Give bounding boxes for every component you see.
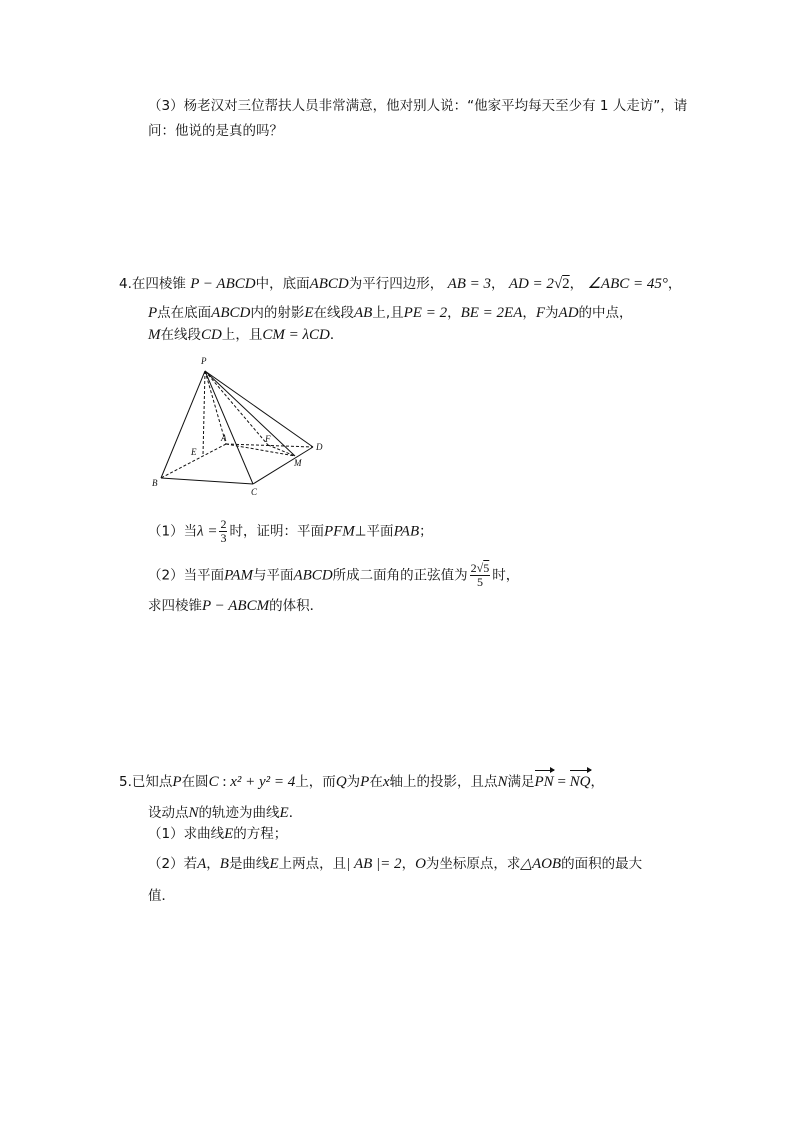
fraction-2sqrt5-5: $\frac{2√5}{5}$ <box>470 561 490 589</box>
q3-line-2: 问：他说的是真的吗？ <box>148 123 283 139</box>
p5-line-1: 5.已知点P在圆C : x² + y² = 4上，而Q为P在x轴上的投影，且点N满足PN = NQ， <box>119 774 604 790</box>
label-E: E <box>191 447 197 457</box>
edge-PE <box>203 371 205 455</box>
vector-NQ: NQ <box>569 774 591 790</box>
p5-line-2: 设动点N的轨迹为曲线E． <box>148 805 303 821</box>
edge-CD <box>253 447 313 484</box>
edge-BC <box>161 478 253 484</box>
label-D: D <box>316 442 323 452</box>
edge-PM <box>205 371 295 456</box>
p4-line-1: 4.在四棱锥 P − ABCD中，底面ABCD为平行四边形， AB = 3， AD = 2√2， ∠ABC = 45°， <box>119 276 682 292</box>
p4-sub-1: （1）当λ = $\frac{2}{3}$ 时，证明：平面PFM⊥平面PAB； <box>148 517 433 545</box>
p5-sub-2: （2）若A，B是曲线E上两点，且| AB |= 2，O为坐标原点，求△AOB的面积的最大 <box>148 856 643 872</box>
label-C: C <box>251 487 258 497</box>
p4-line-2: P点在底面ABCD内的射影E在线段AB上,且PE = 2，BE = 2EA，F为AD的中点， <box>148 305 633 321</box>
p4-line-3: M在线段CD上，且CM = λCD． <box>148 327 344 343</box>
pyramid-figure <box>148 352 333 497</box>
p5-sub-1: （1）求曲线E的方程； <box>148 826 288 842</box>
p4-sub-2: （2）当平面PAM与平面ABCD所成二面角的正弦值为 $\frac{2√5}{5}$ 时， <box>148 561 520 589</box>
edge-PF <box>205 371 268 445</box>
vector-PN: PN <box>534 774 554 790</box>
label-P: P <box>201 356 207 366</box>
q3-line-1: （3）杨老汉对三位帮扶人员非常满意，他对别人说：“他家平均每天至少有 1 人走访”，请 <box>148 98 688 114</box>
fraction-2-3: $\frac{2}{3}$ <box>220 517 227 545</box>
label-M: M <box>294 458 302 468</box>
label-F: F <box>265 434 271 444</box>
label-A: A <box>221 433 227 443</box>
label-B: B <box>152 478 158 488</box>
p4-sub-2-cont: 求四棱锥P − ABCM的体积． <box>148 598 324 614</box>
p5-sub-2-cont: 值． <box>148 888 175 904</box>
edge-PB <box>161 371 205 478</box>
